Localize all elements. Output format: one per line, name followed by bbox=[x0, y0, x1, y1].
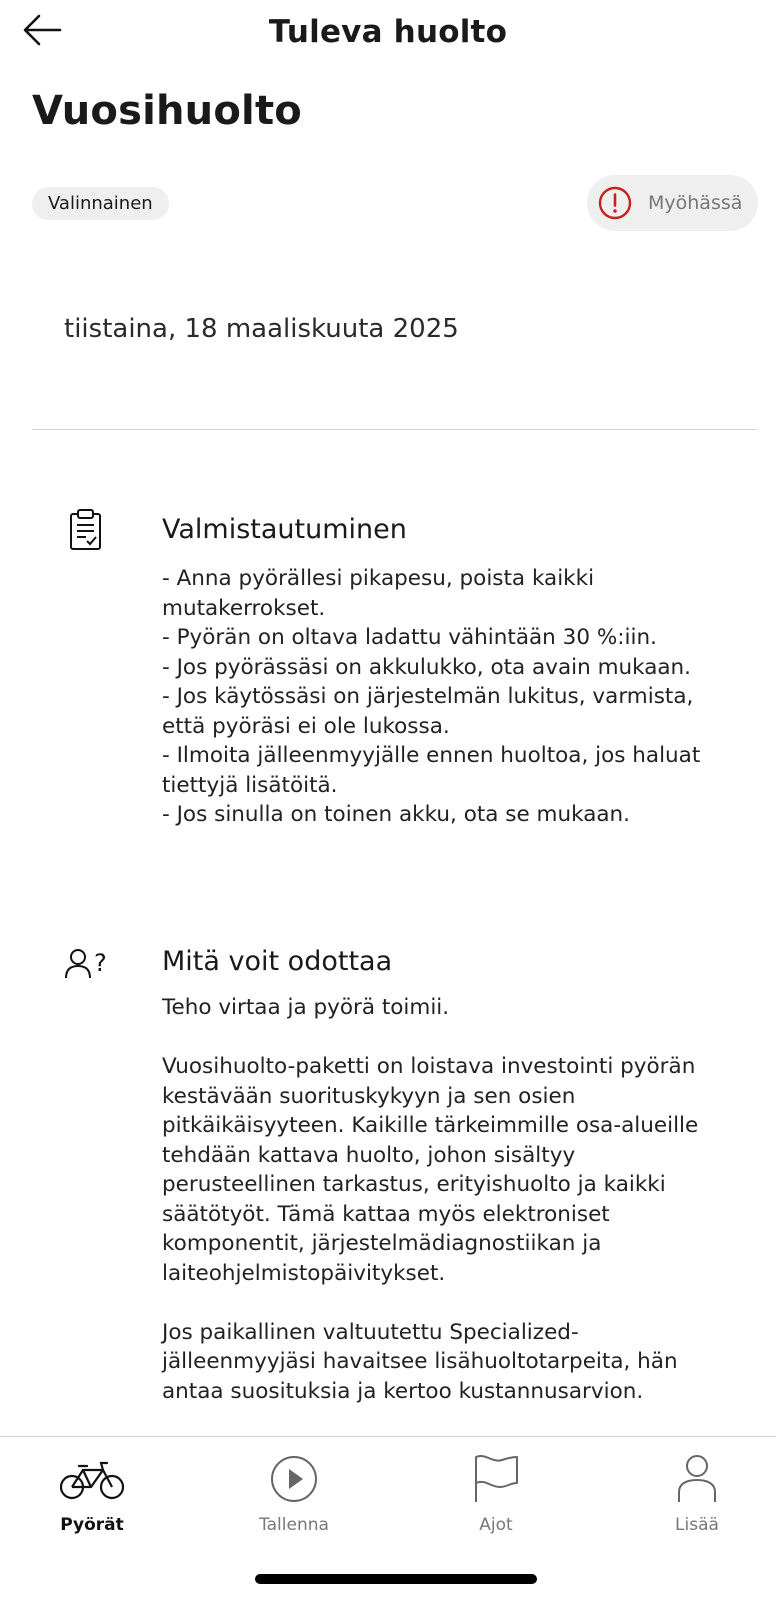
bike-icon bbox=[59, 1457, 125, 1501]
status-badge bbox=[587, 175, 758, 231]
person-icon bbox=[676, 1454, 718, 1504]
nav-item-bikes[interactable] bbox=[32, 1451, 152, 1535]
nav-label-more: Lisää bbox=[675, 1515, 719, 1535]
nav-label-bikes: Pyörät bbox=[60, 1515, 124, 1535]
preparation-title: Valmistautuminen bbox=[162, 514, 407, 545]
flag-icon bbox=[472, 1454, 520, 1504]
expectations-title: Mitä voit odottaa bbox=[162, 946, 393, 977]
person-question-icon bbox=[64, 948, 110, 984]
home-indicator bbox=[255, 1574, 537, 1584]
screen-title: Tuleva huolto bbox=[268, 14, 508, 50]
status-badge-label: Myöhässä bbox=[648, 192, 743, 214]
top-bar bbox=[0, 0, 776, 70]
nav-item-record[interactable] bbox=[234, 1451, 354, 1535]
svg-text:?: ? bbox=[94, 949, 107, 977]
service-name: Vuosihuolto bbox=[32, 88, 302, 134]
alert-circle-icon bbox=[598, 186, 632, 220]
nav-item-more[interactable] bbox=[637, 1451, 757, 1535]
clipboard-icon bbox=[64, 508, 104, 556]
play-circle-icon bbox=[270, 1455, 318, 1503]
nav-label-record: Tallenna bbox=[259, 1515, 329, 1535]
preparation-body: - Anna pyörällesi pikapesu, poista kaikki mutakerrokset. - Pyörän on oltava ladattu vähintään 30 %:iin. - Jos pyörässäsi on akkulukko, ota avain mukaan. - Jos käytössäsi on järjestelmän lukitus, varmista, että pyöräsi ei ole lukossa. - Ilmoita jälleenmyyjälle ennen huoltoa, jos haluat tiettyjä lisätöitä. - Jos sinulla on toinen akku, ota se mukaan. bbox=[162, 566, 701, 827]
divider bbox=[32, 429, 757, 430]
nav-label-rides: Ajot bbox=[479, 1515, 513, 1535]
service-date: tiistaina, 18 maaliskuuta 2025 bbox=[64, 314, 459, 344]
expectations-body: Teho virtaa ja pyörä toimii. Vuosihuolto-paketti on loistava investointi pyörän kestävään suorituskykyyn ja sen osien pitkäikäisyyteen. Kaikille tärkeimmille osa-alueille tehdään kattava huolto, johon sisältyy perusteellinen tarkastus, erityishuolto ja kaikki säätötyöt. Tämä kattaa myös elektroniset komponentit, järjestelmädiagnostiikan ja laiteohjelmistopäivitykset. Jos paikallinen valtuutettu Specialized- jälleenmyyjäsi havaitsee lisähuoltotarpeita, hän antaa suosituksia ja kertoo kustannusarvion. bbox=[162, 995, 699, 1404]
optional-badge: Valinnainen bbox=[32, 187, 169, 220]
nav-item-rides[interactable] bbox=[436, 1451, 556, 1535]
